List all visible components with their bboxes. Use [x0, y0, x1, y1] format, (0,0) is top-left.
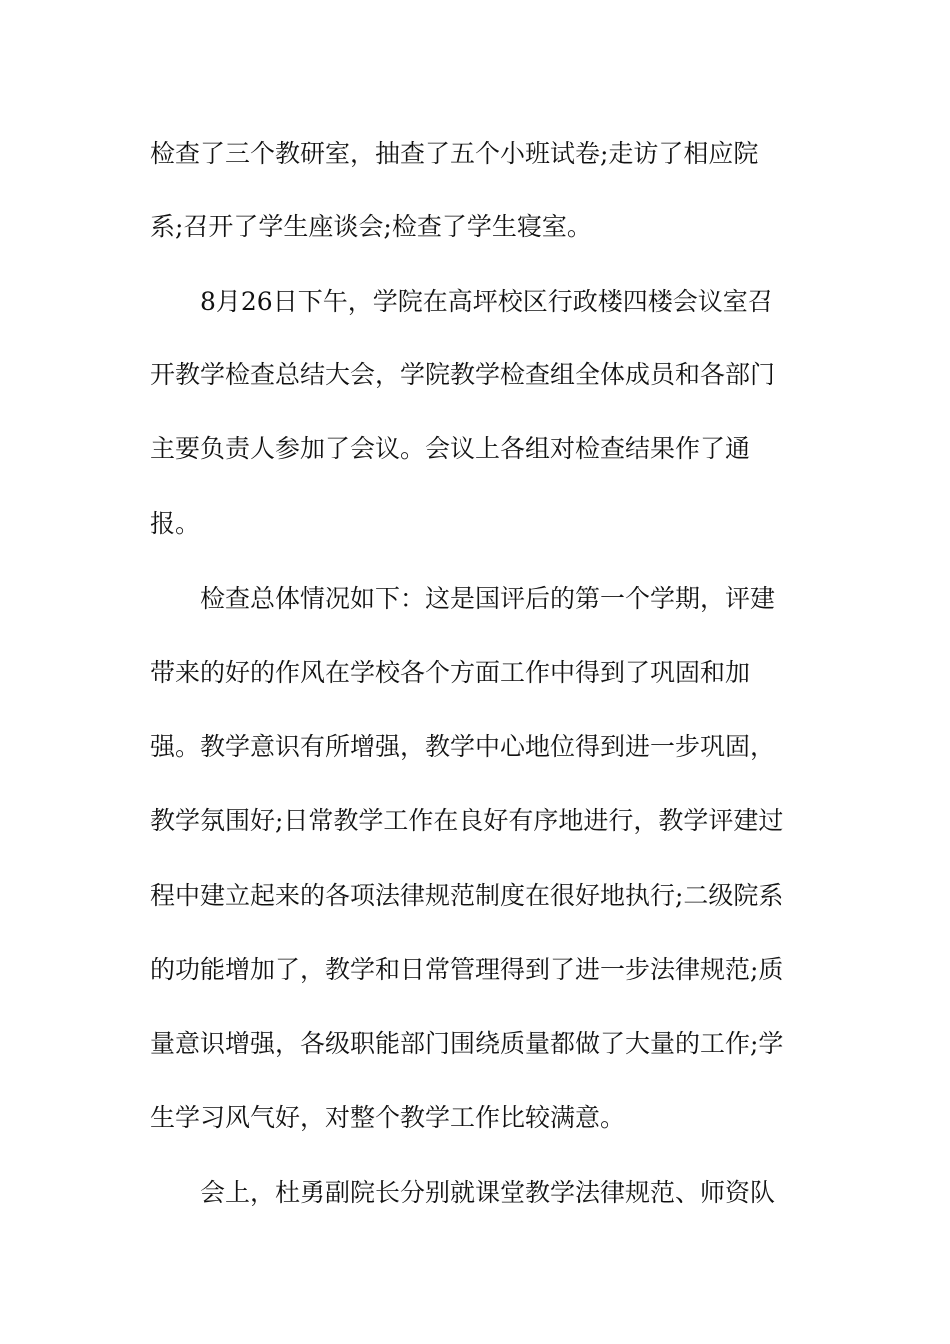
text-line: 量意识增强，各级职能部门围绕质量都做了大量的工作;学: [150, 1029, 784, 1058]
text-line: 教学氛围好;日常教学工作在良好有序地进行，教学评建过: [150, 806, 784, 835]
paragraph-start-line: 8月26日下午，学院在高坪校区行政楼四楼会议室召: [200, 287, 773, 316]
text-line: 检查了三个教研室，抽查了五个小班试卷;走访了相应院: [150, 139, 759, 168]
text-line: 生学习风气好，对整个教学工作比较满意。: [150, 1103, 626, 1132]
text-line: 报。: [150, 509, 201, 538]
text-line: 主要负责人参加了会议。会议上各组对检查结果作了通: [150, 434, 751, 463]
text-line: 开教学检查总结大会，学院教学检查组全体成员和各部门: [150, 360, 776, 389]
text-line: 带来的好的作风在学校各个方面工作中得到了巩固和加: [150, 658, 751, 687]
text-line: 系;召开了学生座谈会;检查了学生寝室。: [150, 212, 592, 241]
text-line: 程中建立起来的各项法律规范制度在很好地执行;二级院系: [150, 881, 784, 910]
text-line: 的功能增加了，教学和日常管理得到了进一步法律规范;质: [150, 955, 784, 984]
paragraph-start-line: 会上，杜勇副院长分别就课堂教学法律规范、师资队: [200, 1178, 776, 1207]
paragraph-start-line: 检查总体情况如下：这是国评后的第一个学期，评建: [200, 584, 776, 613]
text-line: 强。教学意识有所增强，教学中心地位得到进一步巩固，: [150, 732, 776, 761]
